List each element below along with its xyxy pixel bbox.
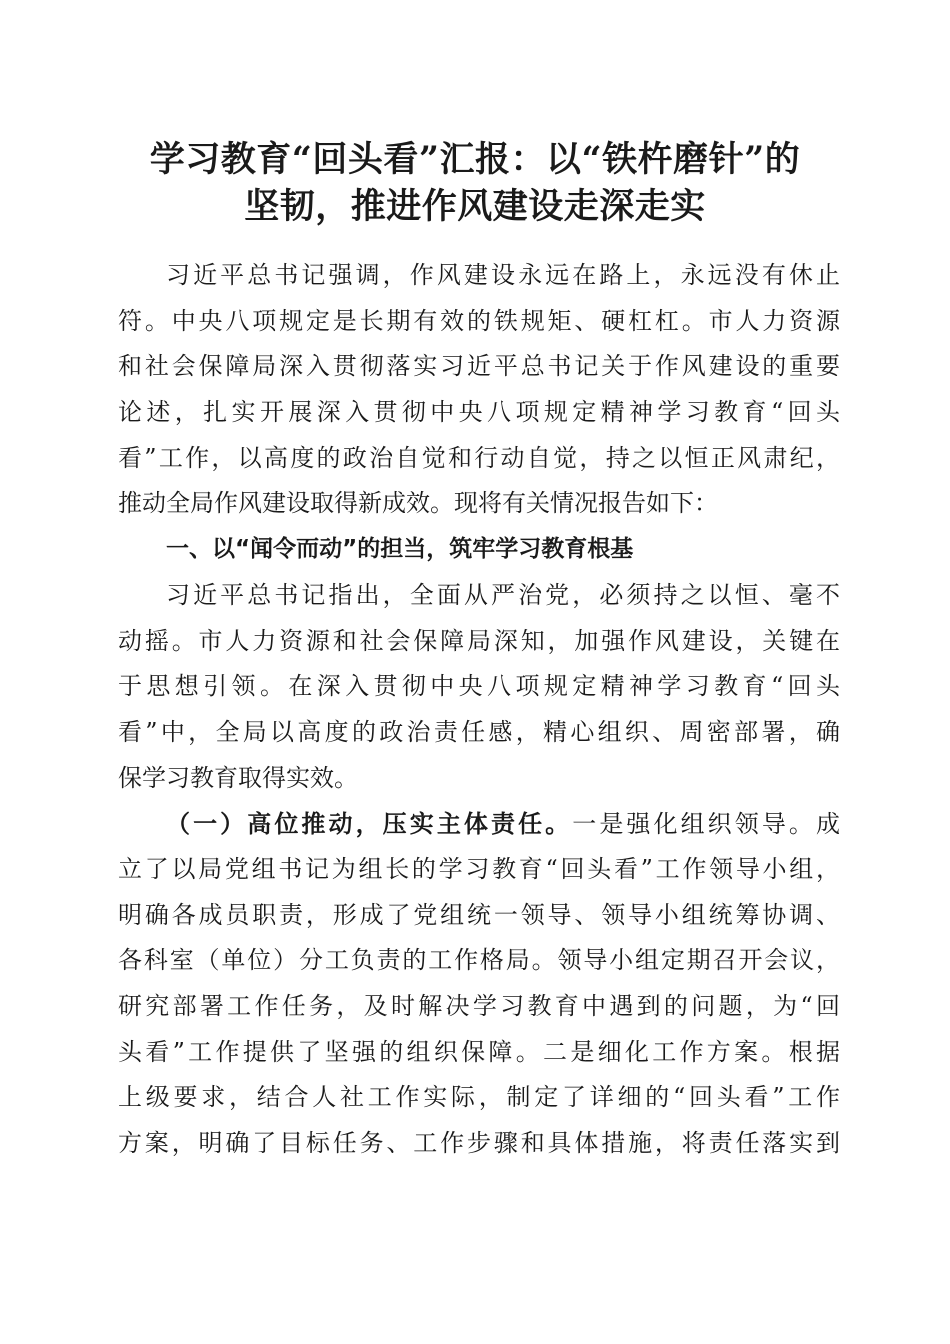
paragraph-3-first-rest: 一是强化组织领导。成 — [572, 810, 840, 839]
paragraph-2-line: 保学习教育取得实效。 — [118, 763, 358, 792]
paragraph-3-first-line — [118, 801, 840, 847]
paragraph-3-line: 头看”工作提供了坚强的组织保障。二是细化工作方案。根据 — [118, 1037, 840, 1066]
paragraph-1-line: 推动全局作风建设取得新成效。现将有关情况报告如下： — [118, 489, 718, 518]
paragraph-3-line: 立了以局党组书记为组长的学习教育“回头看”工作领导小组， — [118, 854, 840, 883]
paragraph-3-line: 方案，明确了目标任务、工作步骤和具体措施，将责任落实到 — [118, 1129, 840, 1158]
paragraph-1-line: 看”工作，以高度的政治自觉和行动自觉，持之以恒正风肃纪， — [118, 443, 840, 472]
section-heading-1: 一、以“闻令而动”的担当，筑牢学习教育根基 — [166, 536, 634, 563]
paragraph-1-line: 和社会保障局深入贯彻落实习近平总书记关于作风建设的重要 — [118, 352, 840, 381]
paragraph-1-line: 习近平总书记强调，作风建设永远在路上，永远没有休止 — [166, 261, 840, 289]
paragraph-3-line: 明确各成员职责，形成了党组统一领导、领导小组统筹协调、 — [118, 900, 840, 929]
document-body — [118, 253, 840, 1167]
paragraph-2-line: 于思想引领。在深入贯彻中央八项规定精神学习教育“回头 — [118, 672, 840, 701]
subheading-1: （一）高位推动，压实主体责任。 — [166, 809, 573, 839]
paragraph-3-line: 上级要求，结合人社工作实际，制定了详细的“回头看”工作 — [118, 1083, 840, 1112]
paragraph-1-line: 符。中央八项规定是长期有效的铁规矩、硬杠杠。市人力资源 — [118, 306, 840, 335]
title-line-1: 学习教育“回头看”汇报：以“铁杵磨针”的 — [149, 139, 801, 180]
paragraph-2-line: 动摇。市人力资源和社会保障局深知，加强作风建设，关键在 — [118, 626, 840, 655]
title-line-2: 坚韧，推进作风建设走深走实 — [244, 186, 706, 227]
document-title — [100, 136, 850, 230]
paragraph-1-line: 论述，扎实开展深入贯彻中央八项规定精神学习教育“回头 — [118, 398, 840, 427]
paragraph-3-line: 研究部署工作任务，及时解决学习教育中遇到的问题，为“回 — [118, 992, 840, 1020]
paragraph-2-line: 习近平总书记指出，全面从严治党，必须持之以恒、毫不 — [166, 580, 840, 609]
paragraph-3-line: 各科室（单位）分工负责的工作格局。领导小组定期召开会议， — [118, 946, 840, 975]
paragraph-2-line: 看”中，全局以高度的政治责任感，精心组织、周密部署，确 — [118, 717, 840, 746]
